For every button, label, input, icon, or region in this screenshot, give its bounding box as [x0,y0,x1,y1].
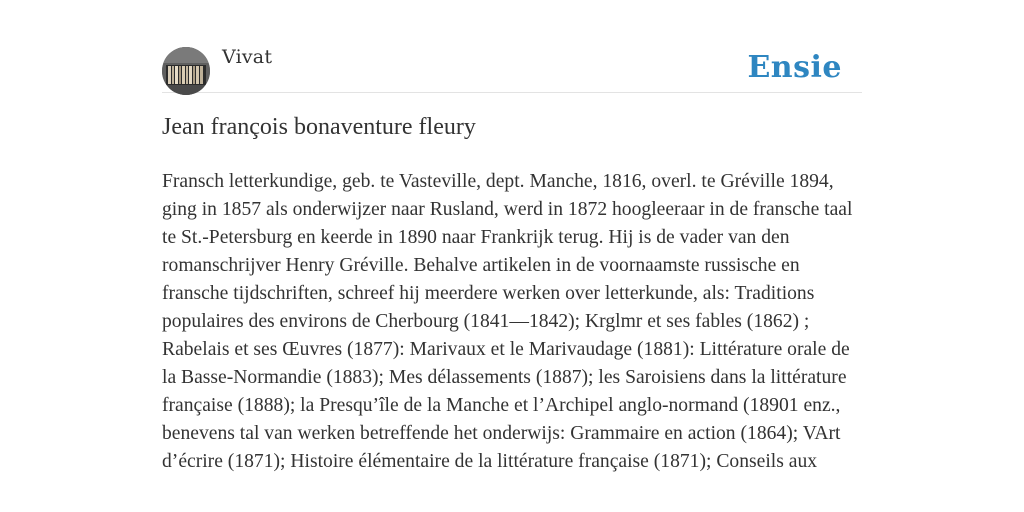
author-name[interactable]: Vivat [222,46,273,68]
brand-logo[interactable]: Ensie [747,50,842,85]
avatar[interactable] [162,47,210,95]
article-body: Fransch letterkundige, geb. te Vasteville, dept. Manche, 1816, overl. te Gréville 1894, ging in 1857 als onderwijzer naar Rusland, werd in 1872 hoogleeraar in de fransche taal te St.-Petersburg en keerde in 1890 naar Frankrijk terug. Hij is de vader van den romanschrijver Henry Gréville. Behalve artikelen in de voornaamste russische en fransche tijdschriften, schreef hij meerdere werken over letterkunde, als: Traditions populaires des environs de Cherbourg (1841—1842); Krglmr et ses fables (1862) ; Rabelais et ses Œuvres (1877): Marivaux et le Marivaudage (1881): Littérature orale de la Basse-Normandie (1883); Mes délassements (1887); les Saroisiens dans la littérature française (1888); la Presqu’île de la Manche et l’Archipel anglo-normand (18901 enz., benevens tal van werken betreffende het onderwijs: Grammaire en action (1864); VArt d’écrire (1871); Histoire élémentaire de la littérature française (1871); Conseils aux [162,171,853,472]
header [162,46,862,93]
bookshelf-avatar-icon [162,47,210,95]
page-title: Jean françois bonaventure fleury [162,114,476,140]
